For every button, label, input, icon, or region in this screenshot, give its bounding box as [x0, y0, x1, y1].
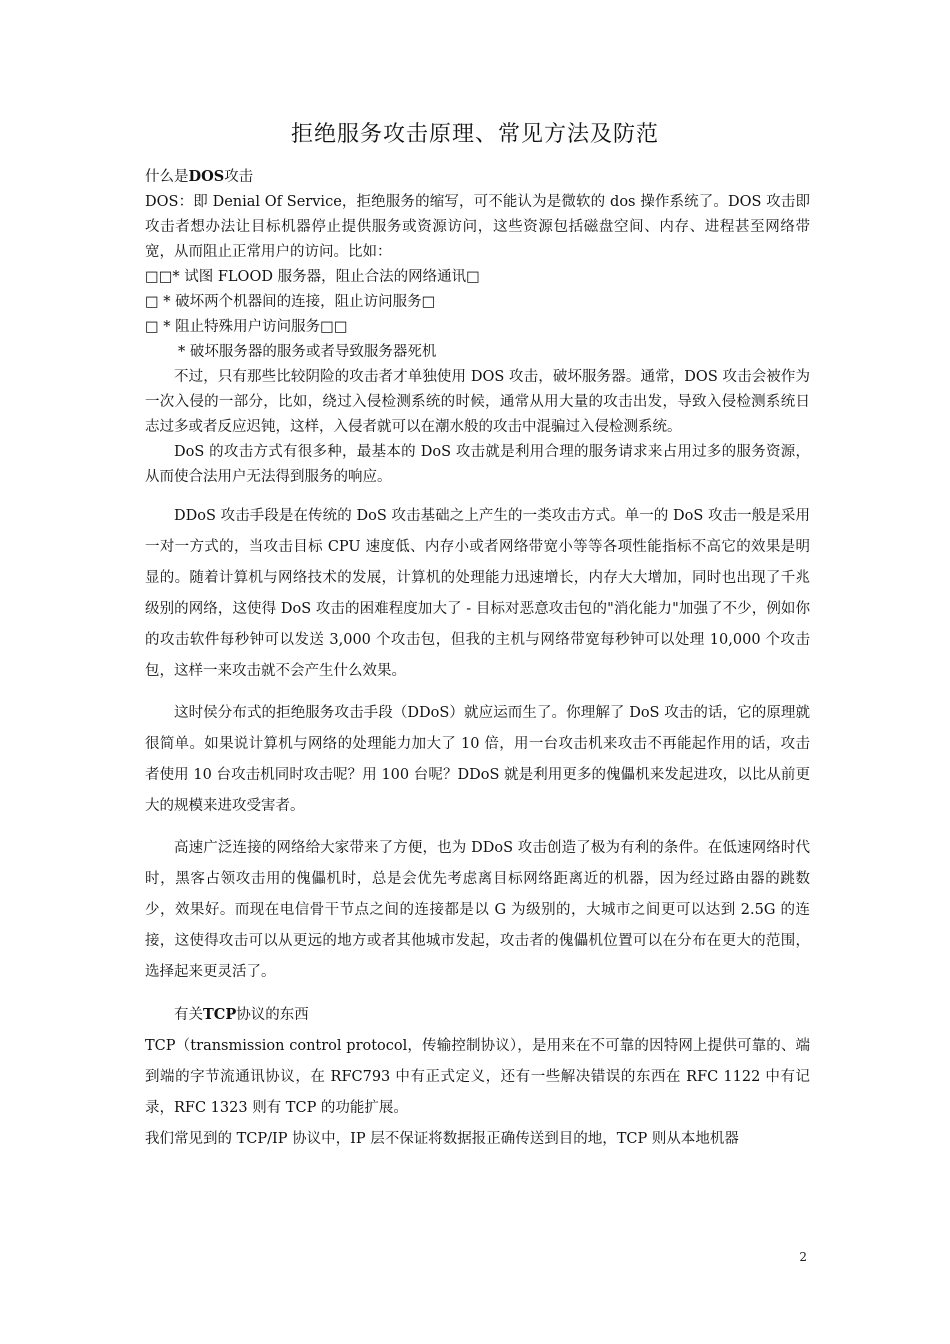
body-paragraph: 高速广泛连接的网络给大家带来了方便，也为 DDoS 攻击创造了极为有利的条件。在低速网络时代时，黑客占领攻击用的傀儡机时，总是会优先考虑离目标网络距离近的机器，因为经过路由器的跳数少，效果好。而现在电信骨干节点之间的连接都是以 G 为级别的，大城市之间更可以达到 2.5G 的连接，这使得攻击可以从更远的地方或者其他城市发起，攻击者的傀儡机位置可以在分布在更大的范围，选择起来更灵活了。	[145, 840, 810, 980]
heading-text: 有关	[174, 1007, 203, 1023]
heading-bold-text: TCP	[203, 1006, 237, 1023]
section-heading-dos	[145, 164, 810, 190]
body-paragraph: 不过，只有那些比较阴险的攻击者才单独使用 DOS 攻击，破坏服务器。通常，DOS 攻击会被作为一次入侵的一部分，比如，绕过入侵检测系统的时候，通常从用大量的攻击出发，导致入侵检测系统日志过多或者反应迟钝，这样，入侵者就可以在潮水般的攻击中混骗过入侵检测系统。	[145, 369, 810, 435]
section-heading-tcp	[145, 999, 810, 1031]
intro-paragraph: DOS：即 Denial Of Service，拒绝服务的缩写，可不能认为是微软的 dos 操作系统了。DOS 攻击即攻击者想办法让目标机器停止提供服务或资源访问，这些资源包括磁盘空间、内存、进程甚至网络带宽，从而阻止正常用户的访问。比如：	[145, 194, 810, 260]
paragraph-spacer	[145, 822, 810, 833]
bullet-item: * 破坏服务器的服务或者导致服务器死机	[178, 344, 437, 360]
bullet-item: □ * 破坏两个机器间的连接，阻止访问服务□	[145, 294, 436, 310]
heading-text: 什么是	[145, 169, 189, 185]
document-body	[145, 164, 810, 1155]
page-number: 2	[799, 1250, 807, 1264]
page-title: 拒绝服务攻击原理、常见方法及防范	[290, 122, 659, 147]
heading-text: 攻击	[224, 169, 254, 185]
bullet-item: □ * 阻止特殊用户访问服务□□	[145, 319, 348, 335]
body-paragraph: DoS 的攻击方式有很多种，最基本的 DoS 攻击就是利用合理的服务请求来占用过多的服务资源，从而使合法用户无法得到服务的响应。	[145, 444, 810, 485]
body-paragraph: 这时侯分布式的拒绝服务攻击手段（DDoS）就应运而生了。你理解了 DoS 攻击的话，它的原理就很简单。如果说计算机与网络的处理能力加大了 10 倍，用一台攻击机来攻击不再能起作用的话，攻击者使用 10 台攻击机同时攻击呢？用 100 台呢？DDoS 就是利用更多的傀儡机来发起进攻，以比从前更大的规模来进攻受害者。	[145, 705, 810, 814]
paragraph-spacer	[145, 687, 810, 698]
heading-bold-text: DOS	[188, 168, 225, 185]
paragraph-spacer	[145, 490, 810, 501]
body-paragraph: DDoS 攻击手段是在传统的 DoS 攻击基础之上产生的一类攻击方式。单一的 DoS 攻击一般是采用一对一方式的，当攻击目标 CPU 速度低、内存小或者网络带宽小等等各项性能指标不高它的效果是明显的。随着计算机与网络技术的发展，计算机的处理能力迅速增长，内存大大增加，同时也出现了千兆级别的网络，这使得 DoS 攻击的困难程度加大了 - 目标对恶意攻击包的"消化能力"加强了不少，例如你的攻击软件每秒钟可以发送 3,000 个攻击包，但我的主机与网络带宽每秒钟可以处理 10,000 个攻击包，这样一来攻击就不会产生什么效果。	[145, 508, 810, 679]
body-paragraph: TCP（transmission control protocol，传输控制协议），是用来在不可靠的因特网上提供可靠的、端到端的字节流通讯协议，在 RFC793 中有正式定义，还有一些解决错误的东西在 RFC 1122 中有记录，RFC 1323 则有 TCP 的功能扩展。	[145, 1038, 810, 1116]
bullet-item: □□* 试图 FLOOD 服务器，阻止合法的网络通讯□	[145, 269, 480, 285]
body-paragraph: 我们常见到的 TCP/IP 协议中，IP 层不保证将数据报正确传送到目的地，TCP 则从本地机器	[145, 1131, 739, 1147]
paragraph-spacer	[145, 988, 810, 999]
heading-text: 协议的东西	[236, 1007, 309, 1023]
